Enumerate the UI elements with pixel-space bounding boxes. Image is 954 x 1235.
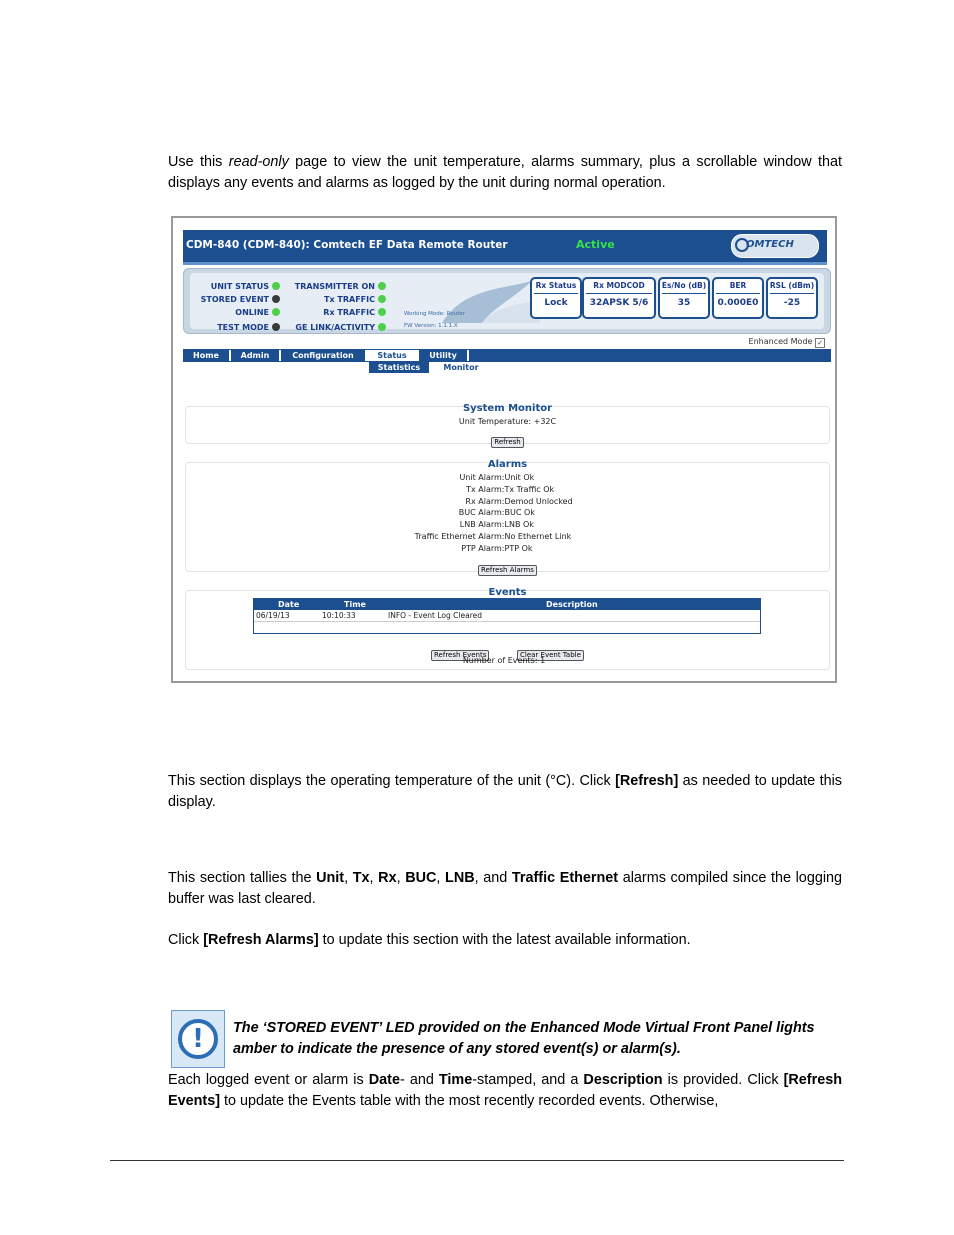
refresh-alarms-button[interactable]: Refresh Alarms <box>478 565 537 576</box>
event-date: 06/19/13 <box>256 611 290 620</box>
led-unit-status <box>211 282 280 291</box>
text: as needed to update this display. <box>168 773 842 810</box>
main-nav <box>183 349 831 362</box>
text: , <box>344 870 353 886</box>
led-label: Tx TRAFFIC <box>324 295 375 304</box>
system-monitor-section <box>185 403 830 446</box>
unit-temperature-value: +32C <box>533 417 557 426</box>
checkbox-checked-icon[interactable]: ✓ <box>815 338 825 348</box>
bold-text: [Refresh Events] <box>168 1072 842 1109</box>
tab-utility[interactable]: Utility <box>419 350 469 361</box>
led-tx-traffic <box>324 295 386 304</box>
clear-event-table-button[interactable]: Clear Event Table <box>517 650 584 661</box>
intro-paragraph <box>168 152 842 194</box>
alarm-key: LNB Alarm: <box>459 520 505 529</box>
exclamation-circle-icon: ! <box>178 1019 218 1059</box>
led-stored-event <box>201 295 280 304</box>
meter-value: 0.000E0 <box>717 298 759 308</box>
temperature-paragraph <box>168 771 842 813</box>
text: This section displays the operating temperature of the unit (°C). Click <box>168 773 616 789</box>
alarm-key: PTP Alarm: <box>461 544 505 553</box>
meter-value: -25 <box>783 298 801 308</box>
comtech-logo <box>731 234 819 258</box>
led-icon <box>378 295 386 303</box>
note-text: The ‘STORED EVENT’ LED provided on the Enhanced Mode Virtual Front Panel lights amber to indicate the presence of any stored event(s) or alarm(s). <box>233 1020 815 1057</box>
meter-value: Lock <box>544 298 568 308</box>
led-label: TEST MODE <box>217 323 269 332</box>
alarm-value: Tx Traffic Ok <box>504 485 555 494</box>
column-description: Description <box>546 600 598 609</box>
tab-status[interactable]: Status <box>367 350 419 361</box>
meter-label: RSL (dBm) <box>769 281 815 290</box>
bold-text: [Refresh] <box>615 773 679 789</box>
led-rx-traffic <box>323 308 386 317</box>
alarm-row <box>186 520 829 532</box>
events-paragraph <box>168 1070 842 1112</box>
tab-admin[interactable]: Admin <box>231 350 281 361</box>
bold-text: Traffic Ethernet <box>511 870 619 886</box>
led-icon <box>378 308 386 316</box>
monitor-page-screenshot <box>171 216 837 683</box>
working-mode: Working Mode: Router <box>404 311 465 317</box>
alarm-row <box>186 508 829 520</box>
text: Each logged event or alarm is <box>168 1072 369 1088</box>
logo-text: OMTECH <box>746 239 794 250</box>
meter-rsl <box>766 277 818 319</box>
swoosh-graphic <box>422 279 542 325</box>
table-row[interactable] <box>254 610 760 622</box>
meter-rx-status <box>530 277 582 319</box>
led-icon <box>272 308 280 316</box>
intro-text-1: Use this <box>168 154 229 170</box>
important-note-icon <box>171 1010 225 1068</box>
event-time: 10:10:33 <box>322 611 356 620</box>
bold-text: Time <box>438 1072 473 1088</box>
led-label: Rx TRAFFIC <box>323 308 375 317</box>
column-date: Date <box>278 600 300 609</box>
virtual-front-panel <box>183 268 831 334</box>
meter-value: 35 <box>677 298 691 308</box>
event-count: Number of Events: 1 <box>462 656 546 665</box>
led-transmitter-on <box>295 282 386 291</box>
tab-configuration[interactable]: Configuration <box>281 350 367 361</box>
text: to update the Events table with the most recently recorded events. Otherwise, <box>219 1093 719 1109</box>
footer-divider <box>110 1160 844 1161</box>
alarm-value: PTP Ok <box>504 544 533 553</box>
alarm-key: Rx Alarm: <box>465 497 505 506</box>
bold-text: Tx <box>352 870 370 886</box>
enhanced-mode-toggle[interactable] <box>749 337 825 348</box>
alarm-value: No Ethernet Link <box>504 532 572 541</box>
alarm-row <box>186 544 829 556</box>
led-online <box>235 308 280 317</box>
alarm-value: Unit Ok <box>504 473 535 482</box>
text: This section tallies the <box>168 870 317 886</box>
bold-text: [Refresh Alarms] <box>203 932 319 948</box>
subtab-statistics[interactable]: Statistics <box>369 362 429 373</box>
alarm-row <box>186 473 829 485</box>
unit-temperature-label: Unit Temperature: <box>458 417 532 426</box>
refresh-events-button[interactable]: Refresh Events <box>431 650 489 661</box>
unit-temperature <box>186 417 829 426</box>
table-row-empty <box>254 622 760 633</box>
led-test-mode <box>217 323 280 332</box>
alarms-paragraph <box>168 868 842 910</box>
alarm-value: BUC Ok <box>504 508 535 517</box>
led-label: GE LINK/ACTIVITY <box>295 323 375 332</box>
text: , and <box>474 870 512 886</box>
refresh-alarms-paragraph <box>168 930 842 951</box>
led-icon <box>378 323 386 331</box>
led-icon <box>272 323 280 331</box>
led-label: TRANSMITTER ON <box>294 282 375 291</box>
alarm-row <box>186 485 829 497</box>
led-label: UNIT STATUS <box>210 282 269 291</box>
refresh-row <box>186 429 829 448</box>
bold-text: Unit <box>316 870 345 886</box>
events-title: Events <box>488 587 527 598</box>
text: - and <box>399 1072 439 1088</box>
led-icon <box>378 282 386 290</box>
bold-text: LNB <box>445 870 475 886</box>
meter-label: Rx MODCOD <box>593 281 645 290</box>
led-icon <box>272 295 280 303</box>
events-table-header <box>254 599 760 610</box>
fw-version: FW Version: 1.1.1.X <box>404 323 458 329</box>
text: , <box>396 870 406 886</box>
alarm-key: Unit Alarm: <box>459 473 505 482</box>
tab-home[interactable]: Home <box>183 350 231 361</box>
refresh-button[interactable]: Refresh <box>491 437 523 448</box>
subtab-monitor[interactable]: Monitor <box>443 363 479 372</box>
intro-emphasis: read-only <box>228 154 289 170</box>
text: to update this section with the latest available information. <box>318 932 691 948</box>
events-table[interactable] <box>253 598 761 634</box>
app-title-bar <box>183 230 827 265</box>
alarm-key: Traffic Ethernet Alarm: <box>414 532 505 541</box>
alarms-section <box>185 459 830 574</box>
app-title: CDM-840 (CDM-840): Comtech EF Data Remote Router <box>186 239 508 251</box>
front-panel-inner <box>190 273 824 332</box>
alarm-key: Tx Alarm: <box>466 485 505 494</box>
intro-text-2: page to view the unit temperature, alarms summary, plus a scrollable window that displays any events and alarms as logged by the unit during normal operation. <box>168 154 842 191</box>
led-label: ONLINE <box>235 308 269 317</box>
bold-text: Description <box>583 1072 663 1088</box>
meter-label: BER <box>729 281 747 290</box>
text: is provided. Click <box>662 1072 784 1088</box>
refresh-alarms-row <box>186 557 829 576</box>
alarm-value: LNB Ok <box>504 520 534 529</box>
led-icon <box>272 282 280 290</box>
bold-text: Date <box>368 1072 400 1088</box>
enhanced-mode-label: Enhanced Mode <box>748 337 813 346</box>
alarm-row <box>186 532 829 544</box>
alarm-key: BUC Alarm: <box>458 508 505 517</box>
led-label: STORED EVENT <box>200 295 269 304</box>
app-status: Active <box>576 238 615 251</box>
text: -stamped, and a <box>472 1072 584 1088</box>
meter-label: Es/No (dB) <box>661 281 707 290</box>
event-description: INFO - Event Log Cleared <box>388 611 482 620</box>
text: , <box>369 870 379 886</box>
alarm-value: Demod Unlocked <box>504 497 573 506</box>
text: alarms compiled since the logging buffer was last cleared. <box>168 870 843 907</box>
meter-value: 32APSK 5/6 <box>589 298 649 308</box>
meter-label: Rx Status <box>535 281 577 290</box>
led-ge-link <box>295 323 386 332</box>
system-monitor-title: System Monitor <box>462 403 553 414</box>
text: Click <box>168 932 204 948</box>
column-time: Time <box>344 600 366 609</box>
alarms-title: Alarms <box>487 459 528 470</box>
bold-text: BUC <box>405 870 437 886</box>
meter-es-no <box>658 277 710 319</box>
bold-text: Rx <box>378 870 397 886</box>
text: , <box>436 870 446 886</box>
meter-rx-modcod <box>582 277 656 319</box>
meter-ber <box>712 277 764 319</box>
